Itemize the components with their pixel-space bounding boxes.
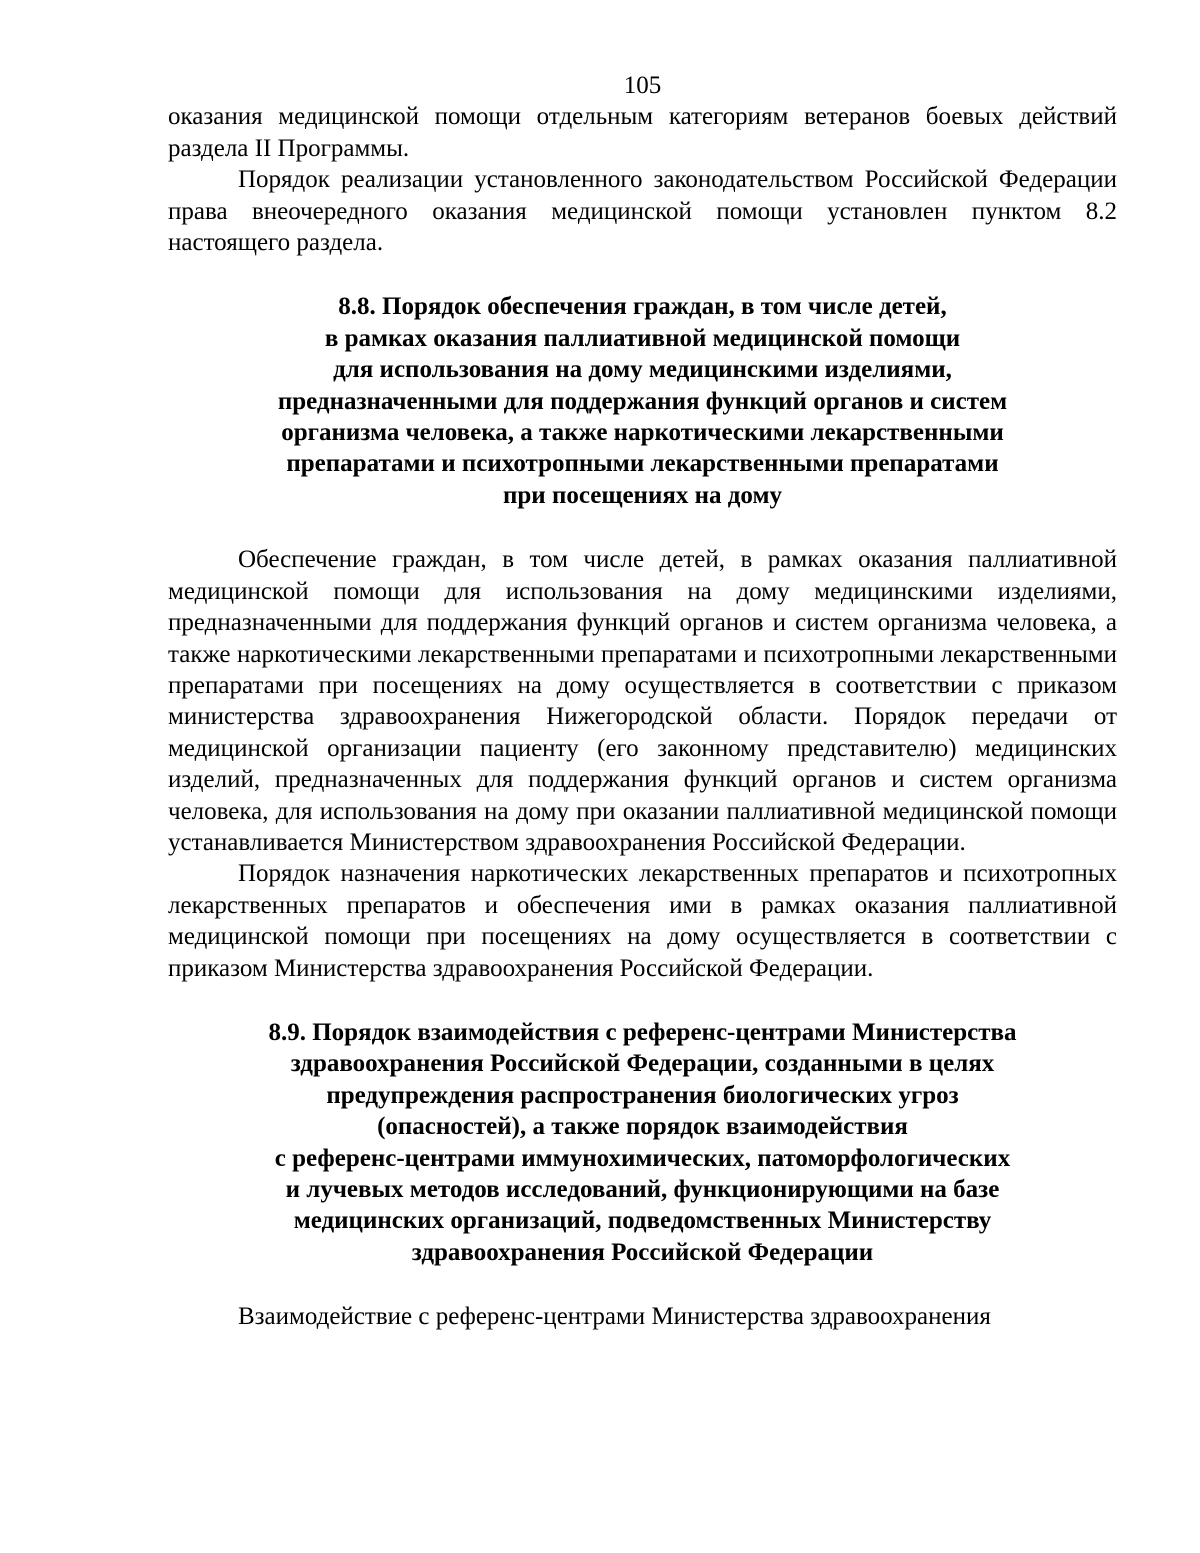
heading-line: (опасностей), а также порядок взаимодействия (377, 1113, 908, 1141)
page-number: 105 (623, 72, 662, 99)
section-8-9-heading (168, 1017, 1117, 1268)
heading-line: и лучевых методов исследований, функционирующими на базе (285, 1176, 1000, 1203)
section-8-8-heading (168, 291, 1117, 511)
heading-line: 8.9. Порядок взаимодействия с референс-центрами Министерства (268, 1018, 1017, 1046)
heading-line: организма человека, а также наркотическими лекарственными (281, 419, 1004, 447)
section-8-8-paragraph: Порядок назначения наркотических лекарственных препаратов и психотропных лекарственных препаратов и обеспечения ими в рамках оказания паллиативной медицинской помощи при посещениях на дому осуществляется в соответствии с приказом Министерства здравоохранения Российской Федерации. (168, 860, 1117, 982)
heading-line: в рамках оказания паллиативной медицинской помощи (324, 324, 961, 352)
heading-line: препаратами и психотропными лекарственными препаратами (286, 450, 999, 478)
intro-paragraph: Порядок реализации установленного законодательством Российской Федерации права внеочередного оказания медицинской помощи установлен пунктом 8.2 настоящего раздела. (168, 166, 1117, 257)
document-page (168, 70, 1117, 1333)
heading-line: здравоохранения Российской Федерации (411, 1238, 874, 1266)
heading-line: при посещениях на дому (502, 481, 782, 509)
heading-line: для использования на дому медицинскими изделиями, (333, 356, 952, 384)
heading-line: с референс-центрами иммунохимических, патоморфологических (274, 1144, 1011, 1172)
heading-line: предназначенными для поддержания функций органов и систем (277, 387, 1008, 415)
heading-line: предупреждения распространения биологических угроз (326, 1081, 959, 1109)
heading-line: здравоохранения Российской Федерации, созданными в целях (290, 1050, 995, 1078)
heading-line: медицинских организаций, подведомственных Министерству (293, 1207, 992, 1235)
section-8-8-paragraph: Обеспечение граждан, в том числе детей, в рамках оказания паллиативной медицинской помощи для использования на дому медицинскими изделиями, предназначенными для поддержания функций органов и систем организма человека, а также наркотическими лекарственными препаратами и психотропными лекарственными препаратами при посещениях на дому осуществляется в соответствии с приказом министерства здравоохранения Нижегородской области. Порядок передачи от медицинской организации пациенту (его законному представителю) медицинских изделий, предназначенных для поддержания функций органов и систем организма человека, для использования на дому при оказании паллиативной медицинской помощи устанавливается Министерством здравоохранения Российской Федерации. (168, 546, 1117, 856)
heading-line: 8.8. Порядок обеспечения граждан, в том числе детей, (338, 293, 947, 321)
intro-paragraph-continued: оказания медицинской помощи отдельным категориям ветеранов боевых действий раздела II Программы. (168, 103, 1117, 162)
section-8-9-paragraph: Взаимодействие с референс-центрами Министерства здравоохранения (238, 1303, 991, 1331)
